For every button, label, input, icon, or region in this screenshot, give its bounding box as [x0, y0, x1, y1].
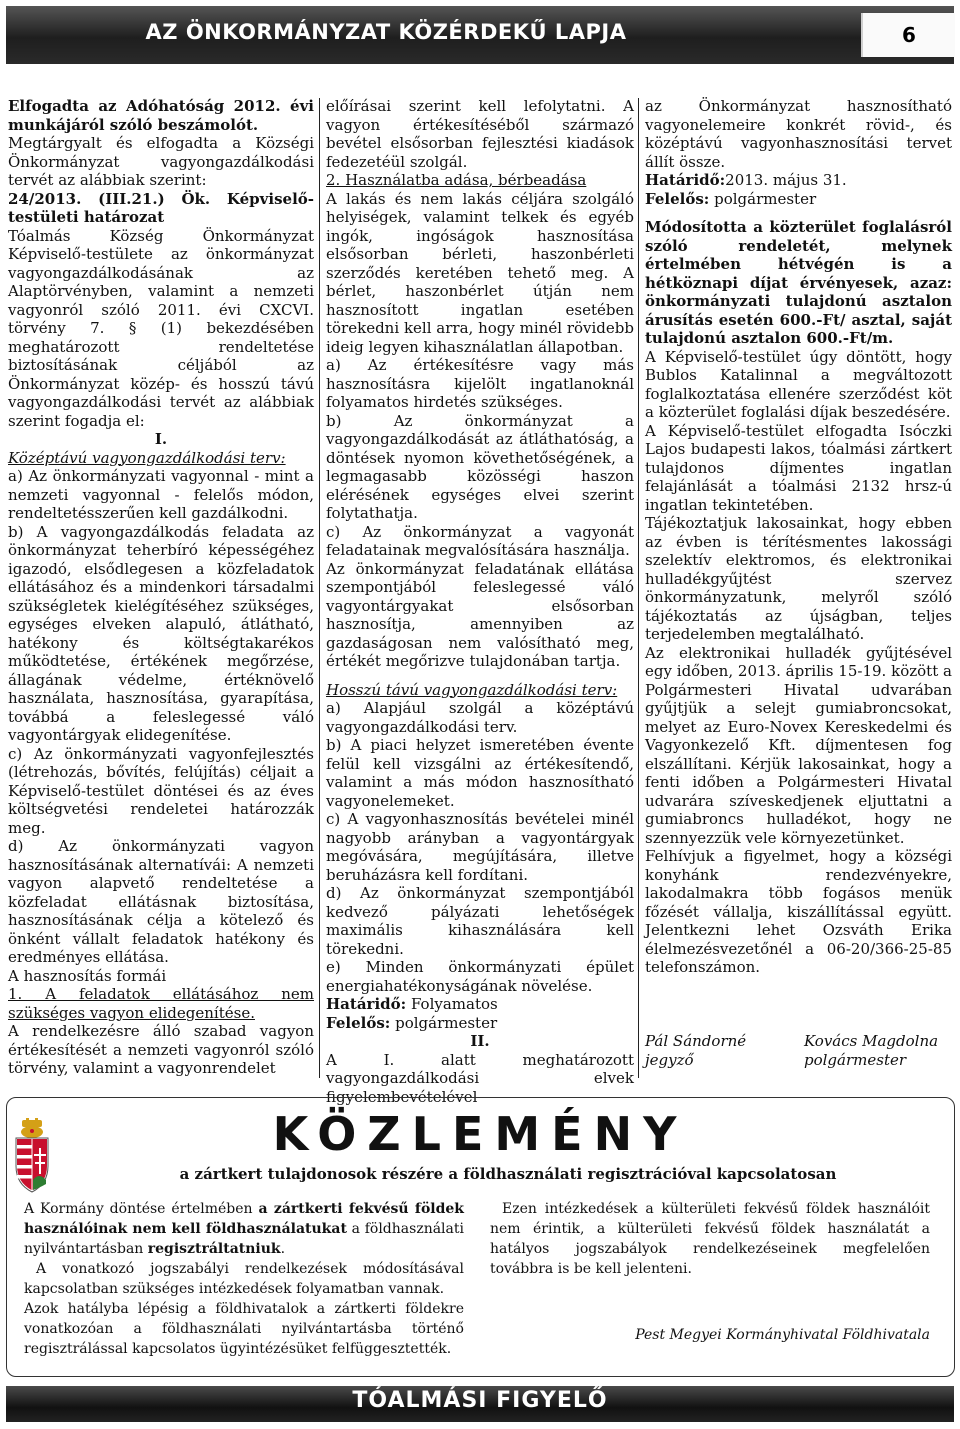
- article-column-1: [8, 97, 314, 1078]
- notice-column-2: [490, 1199, 930, 1279]
- responsible-line: Felelős: polgármester: [326, 1013, 498, 1032]
- paragraph: 1. A feladatok ellátásához nem szükséges vagyon elidegenítése.: [8, 985, 314, 1022]
- page-header: [6, 6, 954, 64]
- article-column-2: [326, 97, 634, 1106]
- subsection-heading: Hosszú távú vagyongazdálkodási terv:: [326, 680, 618, 699]
- subsection-heading: 2. Használatba adása, bérbeadása: [326, 171, 587, 189]
- notice-paragraph: A vonatkozó jogszabályi rendelkezések módosításával kapcsolatban szükséges intézkedések folyamatban vannak.: [24, 1261, 464, 1297]
- notice-subtitle: a zártkert tulajdonosok részére a földhasználati regisztrációval kapcsolatosan: [179, 1165, 837, 1183]
- section-heading: I.: [154, 430, 168, 448]
- responsible-line: Felelős: polgármester: [645, 189, 817, 208]
- paragraph: d) Az önkormányzati vagyon hasznosításának alternatívái: A nemzeti vagyon alapvető rendeltetése a közfeladat ellátásnak biztosítása, hasznosításának célja a kötelező és önként vállalt feladatok hatékony és eredményes ellátása.: [8, 837, 314, 966]
- paragraph: Felhívjuk a figyelmet, hogy a községi konyhánk rendezvényekre, lakodalmakra több fogásos menük főzését vállalja, kiszállítással együtt. Jelentkezni lehet Ozsváth Erika élelmezésvezetőnél a 06-20/366-25-85 telefonszámon.: [645, 847, 952, 976]
- paragraph: előírásai szerint kell lefolytatni. A vagyon értékesítéséből származó bevétel elsősorban fejlesztési kiadások fedezetéül szolgál.: [326, 97, 634, 171]
- page-number: 6: [861, 13, 955, 57]
- signature-mayor: Kovács Magdolna polgármester: [804, 1032, 939, 1069]
- paragraph: a) Alapjául szolgál a középtávú vagyongazdálkodási terv.: [326, 699, 634, 736]
- column-divider: [319, 98, 320, 1078]
- paragraph: b) Az önkormányzat a vagyongazdálkodását az átláthatóság, a döntések nyomon követhetőségének, a legmagasabb közösségi haszon elérésének egységes elvei szerint folytathatja.: [326, 411, 634, 522]
- paragraph: Tájékoztatjuk lakosainkat, hogy ebben az évben is térítésmentes lakossági szelektív elektromos, és elektronikai hulladékgyűjtést szervez önkormányzatunk, melyről szóló tájékoztatás az újságban, teljes terjedelemben megtalálható.: [645, 514, 952, 643]
- article-column-3: [645, 97, 952, 977]
- paragraph: Az önkormányzat feladatának ellátása szempontjából feleslegessé váló vagyontárgyakat elsősorban hasznosítja, amennyiben az gazdaságosan nem valósítható meg, értékét megőrizve tulajdonában tartja.: [326, 559, 634, 670]
- paragraph: e) Minden önkormányzati épület energiahatékonyságának növelése.: [326, 958, 634, 995]
- notice-title: KÖZLEMÉNY: [272, 1107, 688, 1161]
- resolution-heading: 24/2013. (III.21.) Ök. Képviselő-testületi határozat: [8, 189, 314, 226]
- paragraph: A Képviselő-testület úgy döntött, hogy Bublos Katalinnal a megváltozott foglalkoztatása ellenére szerződést köt a közterület foglalási díjak beszedésére.: [645, 347, 952, 421]
- paragraph: c) Az önkormányzati vagyonfejlesztés (létrehozás, bővítés, felújítás) céljait a Képviselő-testület döntései és az éves költségvetési rendeletei határozzák meg.: [8, 744, 314, 837]
- paragraph: c) A vagyonhasznosítás bevételei minél nagyobb arányban a vagyontárgyak megóvására, megújítására, illetve beruházásra kell fordítani.: [326, 810, 634, 884]
- paragraph: b) A piaci helyzet ismeretében évente felül kell vizsgálni az értékesítendő, valamint a más módon hasznosítható vagyonelemeket.: [326, 736, 634, 810]
- paragraph: Megtárgyalt és elfogadta a Községi Önkormányzat vagyongazdálkodási tervét az alábbiak szerint:: [8, 134, 314, 189]
- publication-name: TÓALMÁSI FIGYELŐ: [352, 1388, 608, 1413]
- paragraph: Tóalmás Község Önkormányzat Képviselő-testülete az önkormányzat vagyongazdálkodásának az Alaptörvényben, valamint a nemzeti vagyonról szóló 2011. évi CXCVI. törvény 7. § (1) bekezdésében meghatározott rendeltetése biztosításának céljából az Önkormányzat közép- és hosszú távú vagyongazdálkodási tervét az alábbiak szerint fogadja el:: [8, 226, 314, 430]
- paragraph: c) Az önkormányzat a vagyonát feladatainak megvalósítására használja.: [326, 522, 634, 559]
- publication-tagline: AZ ÖNKORMÁNYZAT KÖZÉRDEKŰ LAPJA: [145, 20, 627, 44]
- notice-paragraph: Ezen intézkedések a külterületi fekvésű földek használóit nem érintik, a külterületi fekvésű földek használatát a hatályos jogszabályok rendelkezéseinek megfelelően továbbra is be kell jelenteni.: [490, 1201, 930, 1277]
- notice-column-1: [24, 1199, 464, 1359]
- paragraph: b) A vagyongazdálkodás feladata az önkormányzat teherbíró képességéhez igazodó, elsődlegesen a közfeladatok ellátásához és a mindenkori társadalmi szükségletek kielégítéséhez szükséges, egységes elveken alapuló, átlátható, hatékony és költségtakarékos működtetése, értékének megőrzése, állagának védelme, értéknövelő használata, hasznosítása, gyarapítása, továbbá a feleslegessé váló vagyontárgyak elidegenítése.: [8, 522, 314, 744]
- signature-notary: Pál Sándorné jegyző: [645, 1032, 747, 1069]
- deadline-line: Határidő:2013. május 31.: [645, 171, 847, 189]
- page-footer: [6, 1386, 954, 1422]
- paragraph: A I. alatt meghatározott vagyongazdálkodási elvek figyelembevételével: [326, 1050, 634, 1106]
- subsection-heading: Középtávú vagyongazdálkodási terv:: [8, 448, 286, 467]
- paragraph: A Képviselő-testület elfogadta Isóczki Lajos budapesti lakos, tóalmási zártkert tulajdonos díjmentes ingatlan felajánlását a tóalmási 2132 hrsz-ú ingatlan tekintetében.: [645, 421, 952, 514]
- paragraph: a) Az értékesítésre vagy más hasznosításra kijelölt ingatlanoknál folyamatos hirdetés szükséges.: [326, 356, 634, 411]
- paragraph: Az elektronikai hulladék gyűjtésével egy időben, 2013. április 15-19. között a Polgármesteri Hivatal udvarában gyűjtjük a selejt gumiabroncsokat, melyet az Euro-Novex Kereskedelmi és Vagyonkezelő Kft. díjmentesen fog elszállítani. Kérjük lakosainkat, hogy a fenti időben a Polgármesteri Hivatal udvarára szíveskedjenek eljuttatni a gumiabroncs hulladékot, hogy ne szennyezzük vele környezetünket.: [645, 643, 952, 847]
- notice-paragraph: Azok hatályba lépésig a földhivatalok a zártkerti földekre vonatkozóan a földhasználati nyilvántartásba történő regisztrálással kapcsolatos ügyintézésüket felfüggesztették.: [24, 1301, 464, 1357]
- notice-paragraph: A Kormány döntése értelmében a zártkerti fekvésű földek használóinak nem kell földhasználatukat a földhasználati nyilvántartásban regisztráltatniuk.: [24, 1201, 464, 1257]
- column-divider: [638, 98, 639, 1078]
- notice-signature: Pest Megyei Kormányhivatal Földhivatala: [635, 1327, 930, 1343]
- section-heading: II.: [470, 1032, 490, 1050]
- paragraph: d) Az önkormányzat szempontjából kedvező pályázati lehetőségek maximális kihasználására kell törekedni.: [326, 884, 634, 958]
- deadline-line: Határidő: Folyamatos: [326, 995, 498, 1013]
- paragraph: a) Az önkormányzati vagyonnal - mint a nemzeti vagyonnal - felelős módon, rendeltetésszerűen kell gazdálkodni.: [8, 467, 314, 522]
- paragraph: A hasznosítás formái: [8, 966, 167, 985]
- paragraph: az Önkormányzat hasznosítható vagyonelemeire konkrét rövid-, és középtávú vagyonhasznosítási tervet állít össze.: [645, 97, 952, 171]
- paragraph: Módosította a közterület foglalásról szóló rendeletét, melynek értelmében hétvégén is a hétköznapi díjat érvényesek, azaz: önkormányzati tulajdonú asztalon árusítás esetén 600.-Ft/ asztal, saját tulajdonú asztalon 600.-Ft/m.: [645, 218, 952, 347]
- paragraph: A lakás és nem lakás céljára szolgáló helyiségek, valamint telkek és egyéb ingók, ingóságok hasznosítása elsősorban bérleti, haszonbérleti szerződés keretében tehető meg. A bérlet, haszonbérlet útján nem hasznosított ingatlan esetében törekedni kell arra, hogy minél rövidebb ideig legyen kihasználatlan állapotban.: [326, 189, 634, 356]
- paragraph: Elfogadta az Adóhatóság 2012. évi munkájáról szóló beszámolót.: [8, 97, 314, 134]
- paragraph: A rendelkezésre álló szabad vagyon értékesítését a nemzeti vagyonról szóló törvény, valamint a vagyonrendelet: [8, 1022, 314, 1077]
